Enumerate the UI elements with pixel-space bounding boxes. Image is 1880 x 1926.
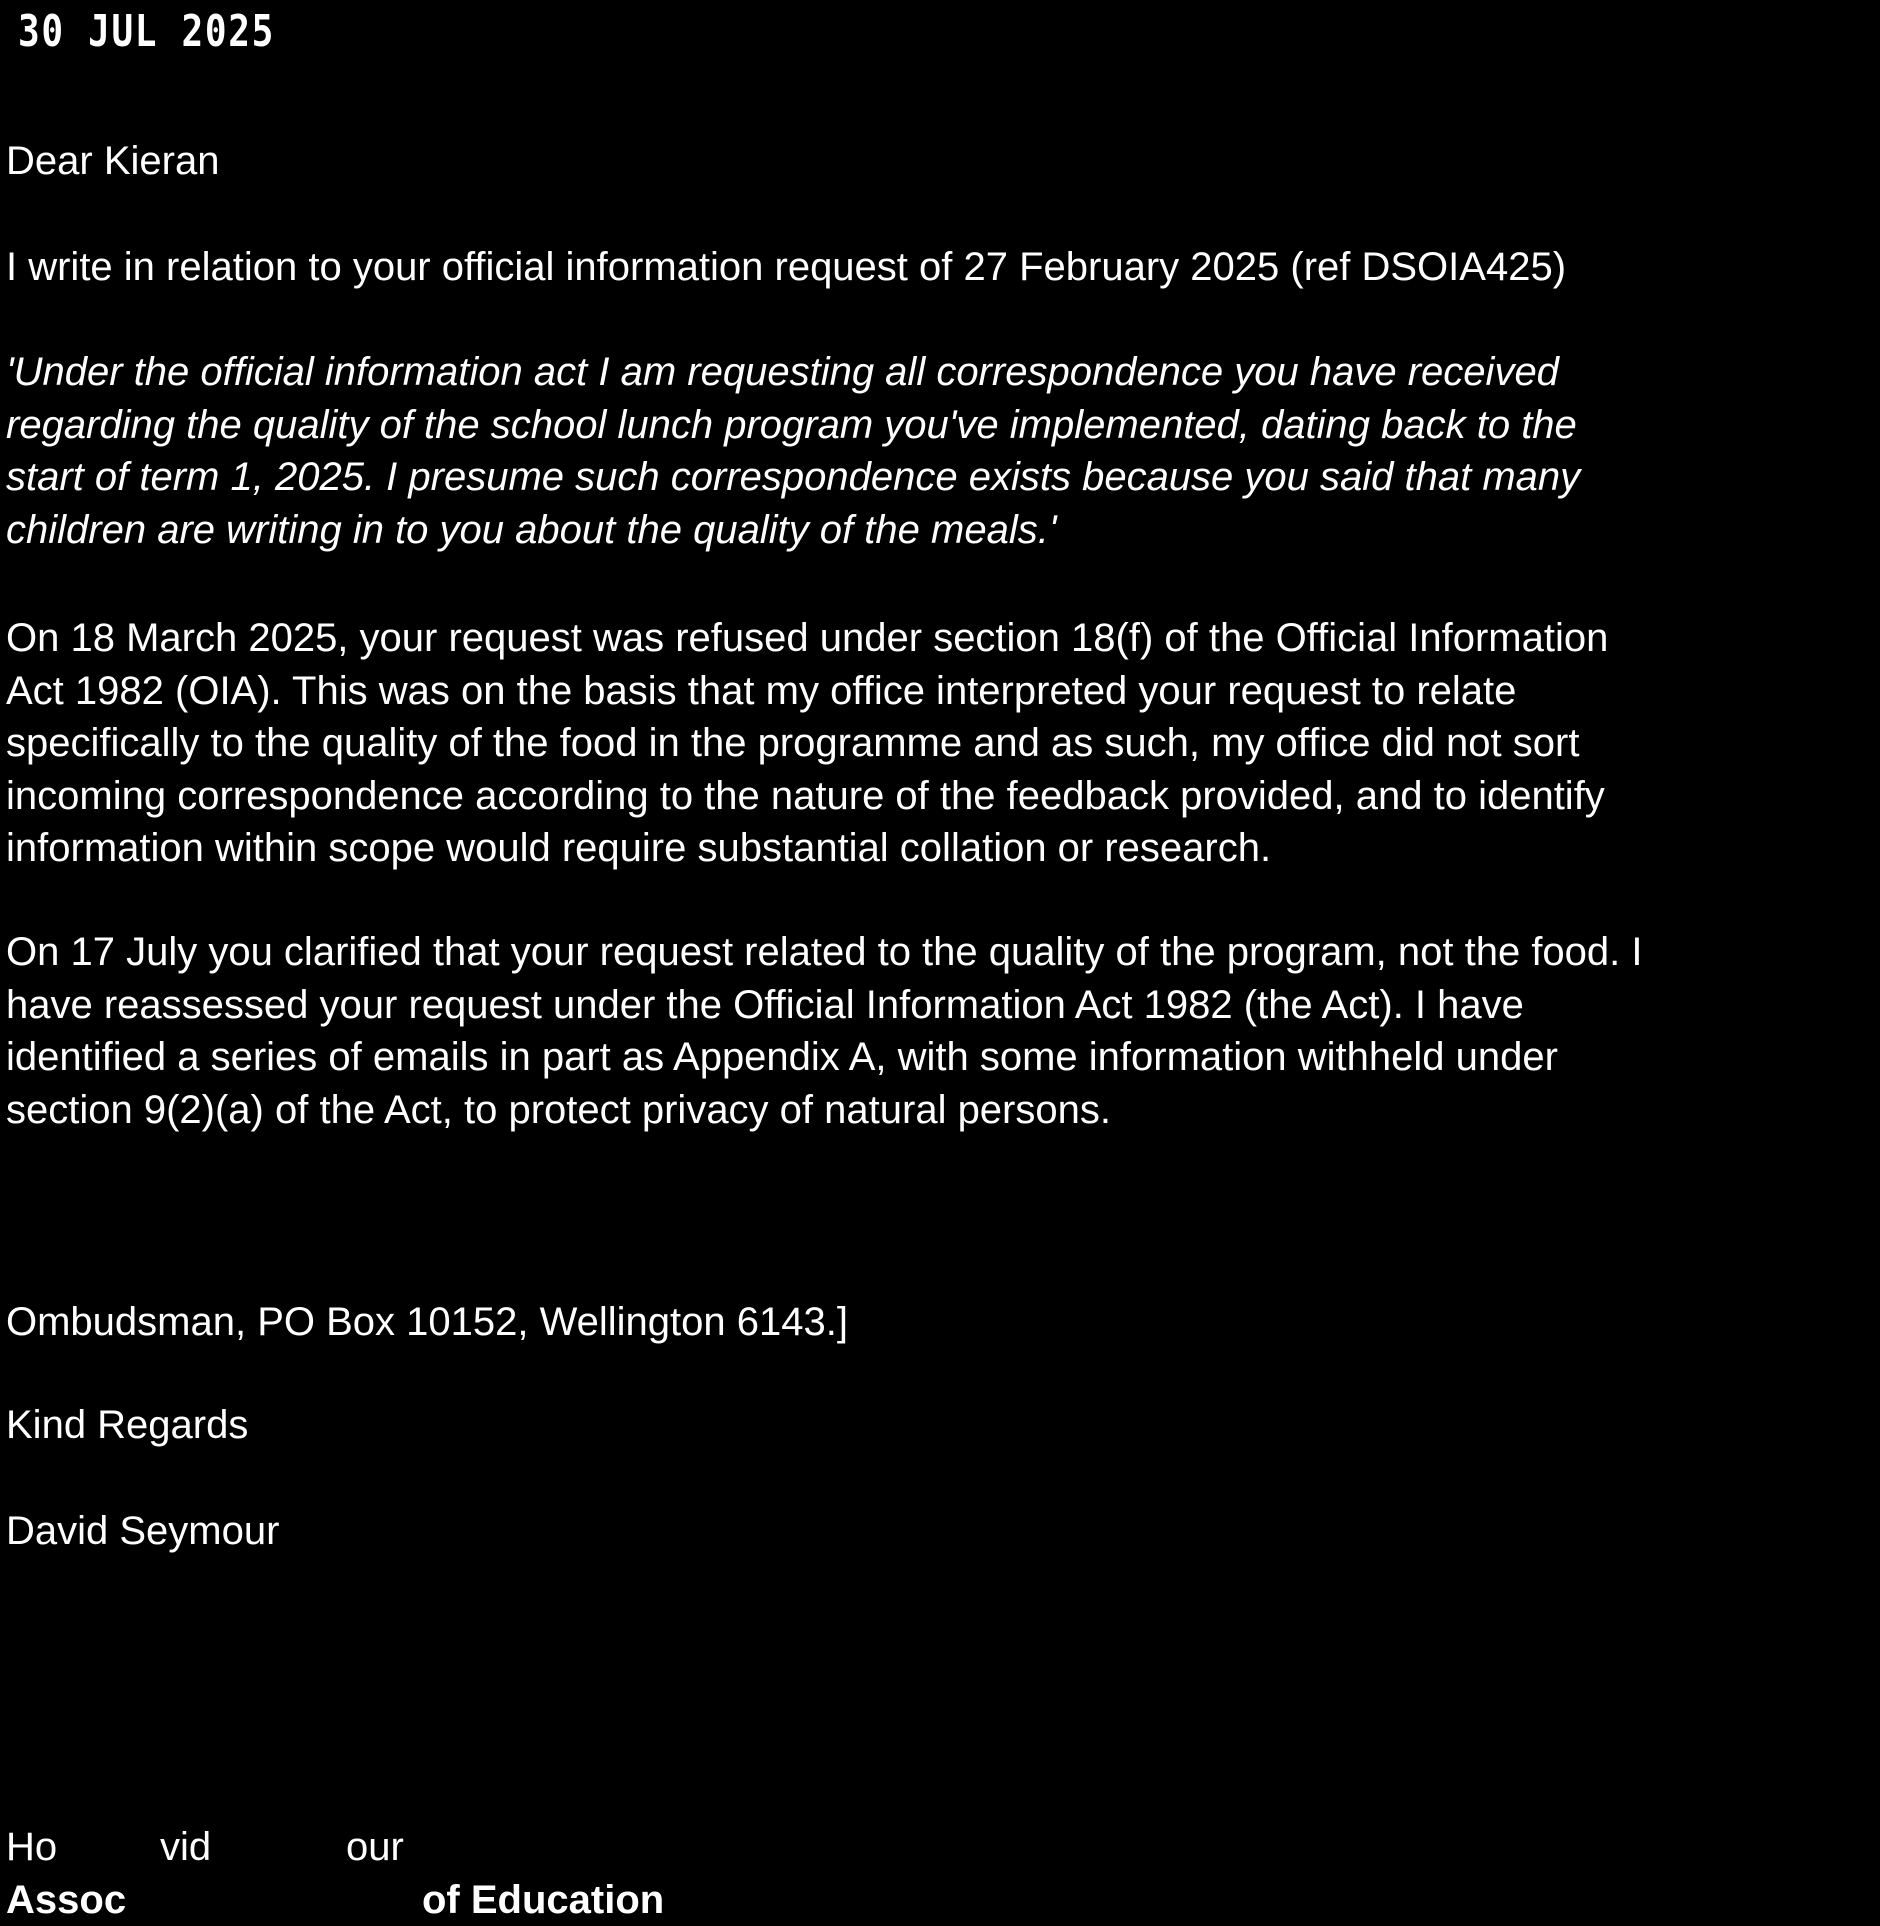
date-stamp: 30 JUL 2025 [18,6,275,57]
paragraph-line: specifically to the quality of the food in the programme and as such, my office did not sort [6,721,1580,765]
quote-line: 'Under the official information act I am requesting all correspondence you have received [6,350,1559,394]
quote-line: children are writing in to you about the quality of the meals.' [6,507,1057,552]
paragraph-line: incoming correspondence according to the nature of the feedback provided, and to identify [6,773,1605,818]
signature-role-fragment: of Education [422,1878,665,1922]
signature-role-fragment: Assoc [6,1878,127,1922]
paragraph-line: identified a series of emails in part as Appendix A, with some information withheld under [6,1035,1558,1079]
paragraph-line: On 18 March 2025, your request was refused under section 18(f) of the Official Information [6,616,1609,660]
paragraph-line: information within scope would require substantial collation or research. [6,826,1272,870]
signature-title-fragment: vid [160,1825,212,1869]
intro-paragraph: I write in relation to your official information request of 27 February 2025 (ref DSOIA425) [6,245,1567,289]
quote-line: start of term 1, 2025. I presume such correspondence exists because you said that many [6,455,1581,499]
quote-line: regarding the quality of the school lunch program you've implemented, dating back to the [6,402,1577,447]
quoted-request [6,346,1580,556]
paragraph-line: have reassessed your request under the Official Information Act 1982 (the Act). I have [6,982,1524,1027]
refusal-paragraph [6,612,1608,875]
closing: Kind Regards [6,1403,249,1447]
paragraph-line: section 9(2)(a) of the Act, to protect privacy of natural persons. [6,1087,1111,1132]
signature-title-fragment: our [346,1825,404,1869]
ombudsman-address: Ombudsman, PO Box 10152, Wellington 6143.] [6,1300,848,1344]
signature-title-fragment: Ho [6,1825,58,1869]
signatory-name: David Seymour [6,1509,280,1553]
paragraph-line: Act 1982 (OIA). This was on the basis that my office interpreted your request to relate [6,668,1517,713]
salutation: Dear Kieran [6,139,220,183]
reassessment-paragraph [6,926,1643,1136]
paragraph-line: On 17 July you clarified that your request related to the quality of the program, not the food. I [6,930,1643,974]
